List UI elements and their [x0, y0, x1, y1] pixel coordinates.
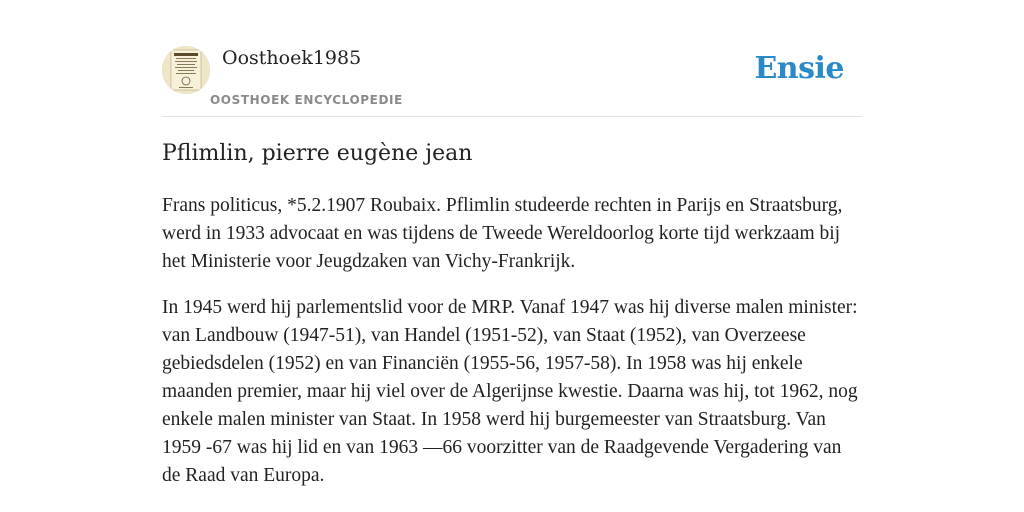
ensie-logo[interactable]: Ensie: [754, 51, 844, 86]
author-name[interactable]: Oosthoek1985: [222, 47, 362, 69]
article-body: [162, 192, 862, 508]
source-label[interactable]: OOSTHOEK ENCYCLOPEDIE: [210, 93, 403, 107]
article-title: Pflimlin, pierre eugène jean: [162, 141, 473, 166]
article-card: [162, 0, 862, 512]
book-title-page-icon: [162, 46, 210, 94]
article-header: [162, 0, 862, 117]
article-paragraph: Frans politicus, *5.2.1907 Roubaix. Pflimlin studeerde rechten in Parijs en Straatsburg, werd in 1933 advocaat en was tijdens de Tweede Wereldoorlog korte tijd werkzaam bij het Ministerie voor Jeugdzaken van Vichy-Frankrijk.: [162, 195, 843, 272]
author-avatar[interactable]: [162, 46, 210, 94]
article-paragraph: In 1945 werd hij parlementslid voor de MRP. Vanaf 1947 was hij diverse malen minister: van Landbouw (1947-51), van Handel (1951-52), van Staat (1952), van Overzeese gebiedsdelen (1952) en van Financiën (1955-56, 1957-58). In 1958 was hij enkele maanden premier, maar hij viel over de Algerijnse kwestie. Daarna was hij, tot 1962, nog enkele malen minister van Staat. In 1958 werd hij burgemeester van Straatsburg. Van 1959 -67 was hij lid en van 1963 —66 voorzitter van de Raadgevende Vergadering van de Raad van Europa.: [162, 297, 858, 486]
